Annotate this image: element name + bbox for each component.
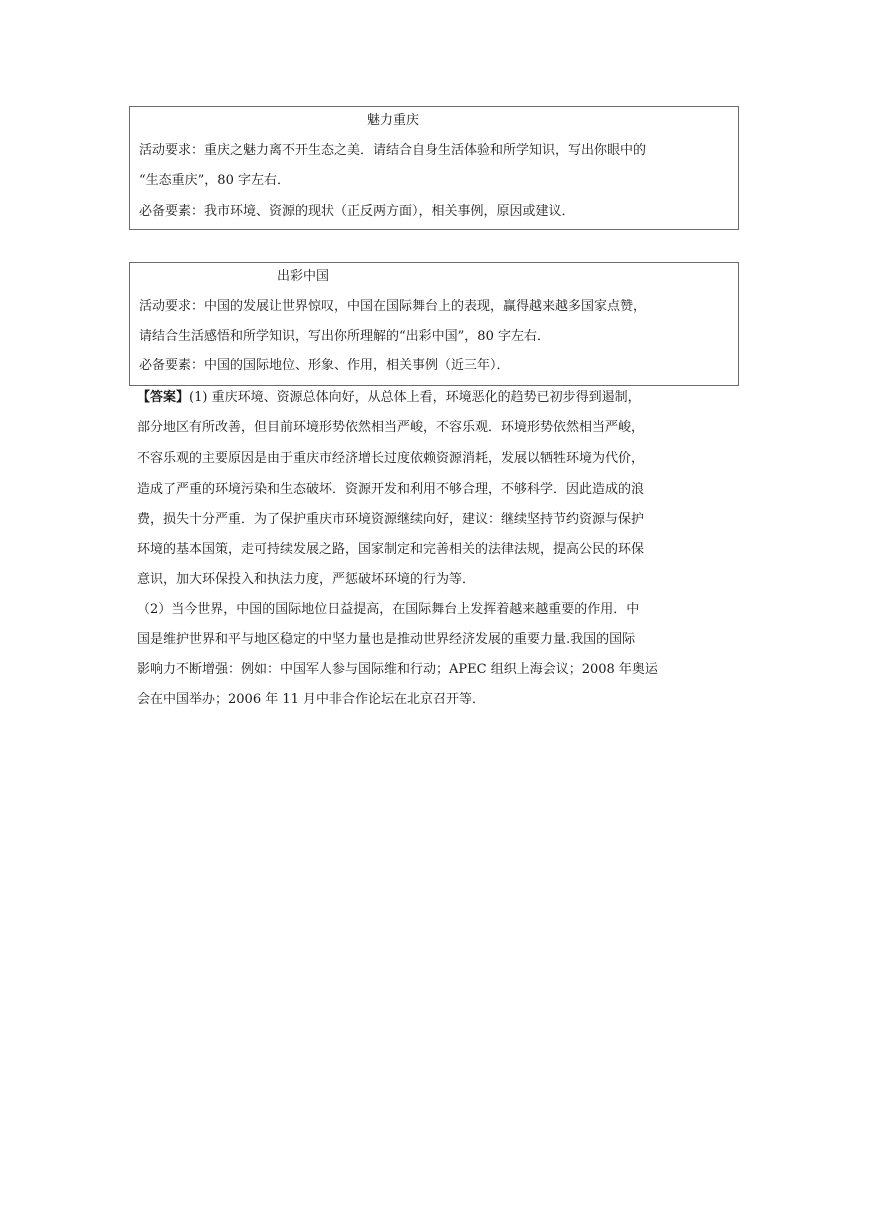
activity-title: 魅力重庆	[367, 113, 420, 128]
answer-tag: 【答案】	[137, 390, 190, 405]
activity-requirement-line: “生态重庆”，80 字左右．	[139, 173, 290, 188]
activity-elements-line: 必备要素：中国的国际地位、形象、作用，相关事例（近三年）．	[139, 358, 510, 373]
activity-title: 出彩中国	[277, 269, 330, 284]
answer-line: 国是维护世界和平与地区稳定的中坚力量也是推动世界经济发展的重要力量.我国的国际	[137, 632, 636, 647]
activity-requirement-line: 活动要求：中国的发展让世界惊叹，中国在国际舞台上的表现，赢得越来越多国家点赞，	[139, 299, 647, 314]
answer-first-line	[137, 386, 739, 405]
answer-line: 影响力不断增强：例如：中国军人参与国际维和行动；APEC 组织上海会议；2008 年奥运	[137, 662, 658, 677]
answer-line: 费，损失十分严重．为了保护重庆市环境资源继续向好，建议：继续坚持节约资源与保护	[137, 512, 645, 527]
answer-line: 部分地区有所改善，但目前环境形势依然相当严峻，不容乐观．环境形势依然相当严峻，	[137, 420, 645, 435]
activity-elements-line: 必备要素：我市环境、资源的现状（正反两方面），相关事例，原因或建议．	[139, 204, 575, 219]
activity-requirement-line: 活动要求：重庆之魅力离不开生态之美．请结合自身生活体验和所学知识，写出你眼中的	[139, 143, 647, 158]
answer-line: 会在中国举办；2006 年 11 月中非合作论坛在北京召开等．	[137, 692, 486, 707]
answer-line: 不容乐观的主要原因是由于重庆市经济增长过度依赖资源消耗，发展以牺牲环境为代价，	[137, 451, 645, 466]
activity-box-splendid-china	[129, 262, 739, 386]
activity-requirement-line: 请结合生活感悟和所学知识，写出你所理解的“出彩中国”，80 字左右．	[139, 329, 550, 344]
answer-line: （2）当今世界，中国的国际地位日益提高，在国际舞台上发挥着越来越重要的作用．中	[137, 602, 640, 617]
answer-text: (1) 重庆环境、资源总体向好，从总体上看，环境恶化的趋势已初步得到遏制，	[189, 390, 641, 405]
answer-line: 环境的基本国策，走可持续发展之路，国家制定和完善相关的法律法规，提高公民的环保	[137, 542, 645, 557]
answer-line: 意识，加大环保投入和执法力度，严惩破坏环境的行为等．	[137, 572, 476, 587]
answer-line: 造成了严重的环境污染和生态破坏．资源开发和利用不够合理，不够科学．因此造成的浪	[137, 482, 645, 497]
activity-box-charm-chongqing	[129, 106, 739, 230]
